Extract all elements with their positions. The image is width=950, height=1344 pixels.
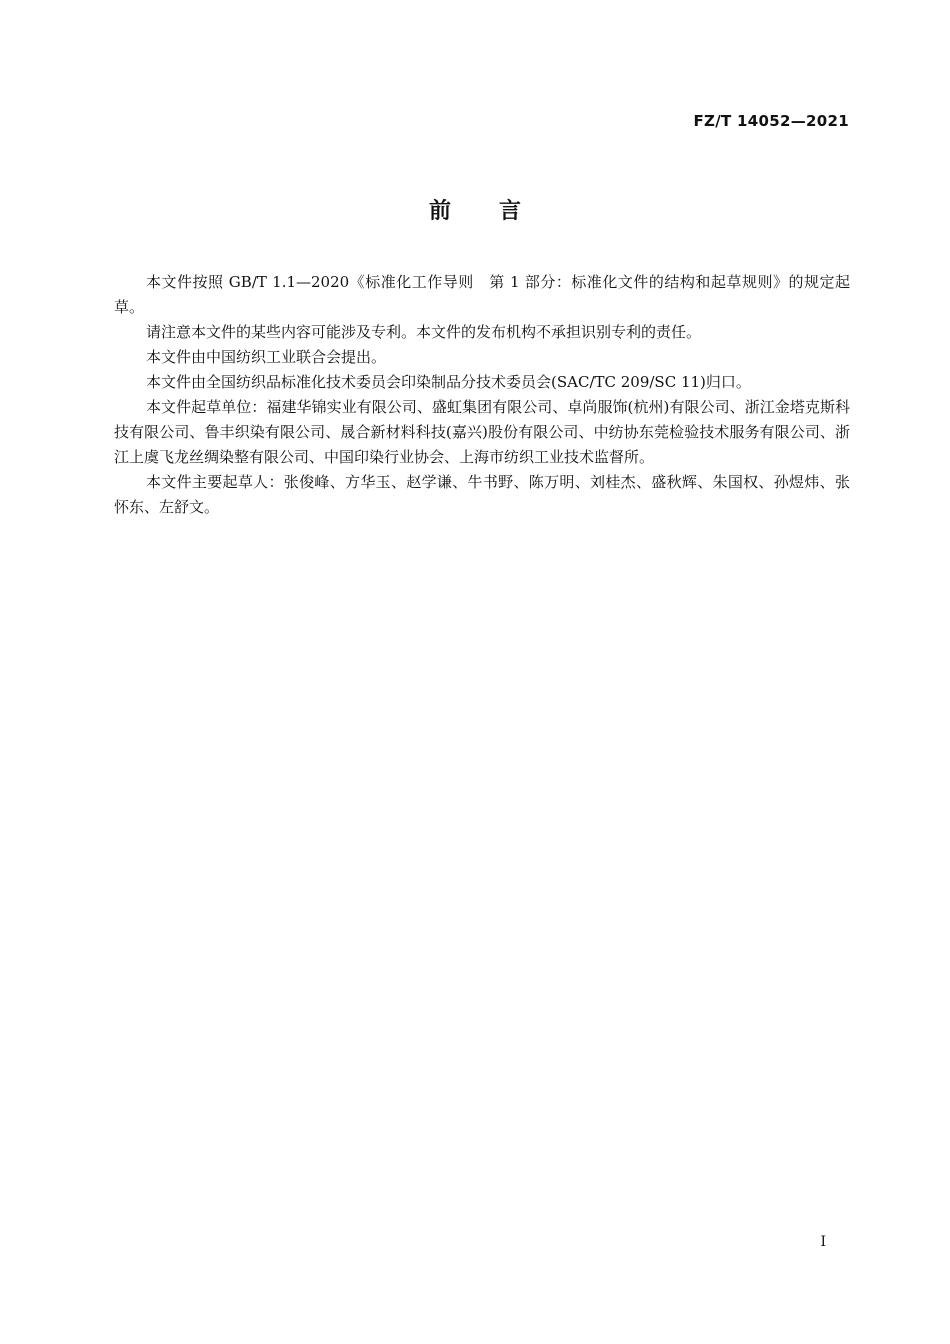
- paragraph-drafting-rules: 本文件按照 GB/T 1.1—2020《标准化工作导则 第 1 部分：标准化文件的结构和起草规则》的规定起草。: [114, 273, 850, 316]
- paragraph-proposer: 本文件由中国纺织工业联合会提出。: [146, 348, 387, 366]
- paragraph-drafters: 本文件主要起草人：张俊峰、方华玉、赵学谦、牛书野、陈万明、刘桂杰、盛秋辉、朱国权、孙煜炜、张怀东、左舒文。: [114, 473, 850, 516]
- page-number: I: [820, 1234, 826, 1250]
- paragraph-drafting-units: 本文件起草单位：福建华锦实业有限公司、盛虹集团有限公司、卓尚服饰(杭州)有限公司、浙江金塔克斯科技有限公司、鲁丰织染有限公司、晟合新材料科技(嘉兴)股份有限公司、中纺协东莞检验技术服务有限公司、浙江上虞飞龙丝绸染整有限公司、中国印染行业协会、上海市纺织工业技术监督所。: [114, 398, 850, 466]
- section-title: 前言: [428, 199, 569, 224]
- paragraph-patent-notice: 请注意本文件的某些内容可能涉及专利。本文件的发布机构不承担识别专利的责任。: [146, 323, 702, 341]
- foreword-body: [114, 270, 850, 520]
- paragraph-committee: 本文件由全国纺织品标准化技术委员会印染制品分技术委员会(SAC/TC 209/SC 11)归口。: [146, 373, 751, 391]
- standard-code: FZ/T 14052—2021: [693, 112, 849, 130]
